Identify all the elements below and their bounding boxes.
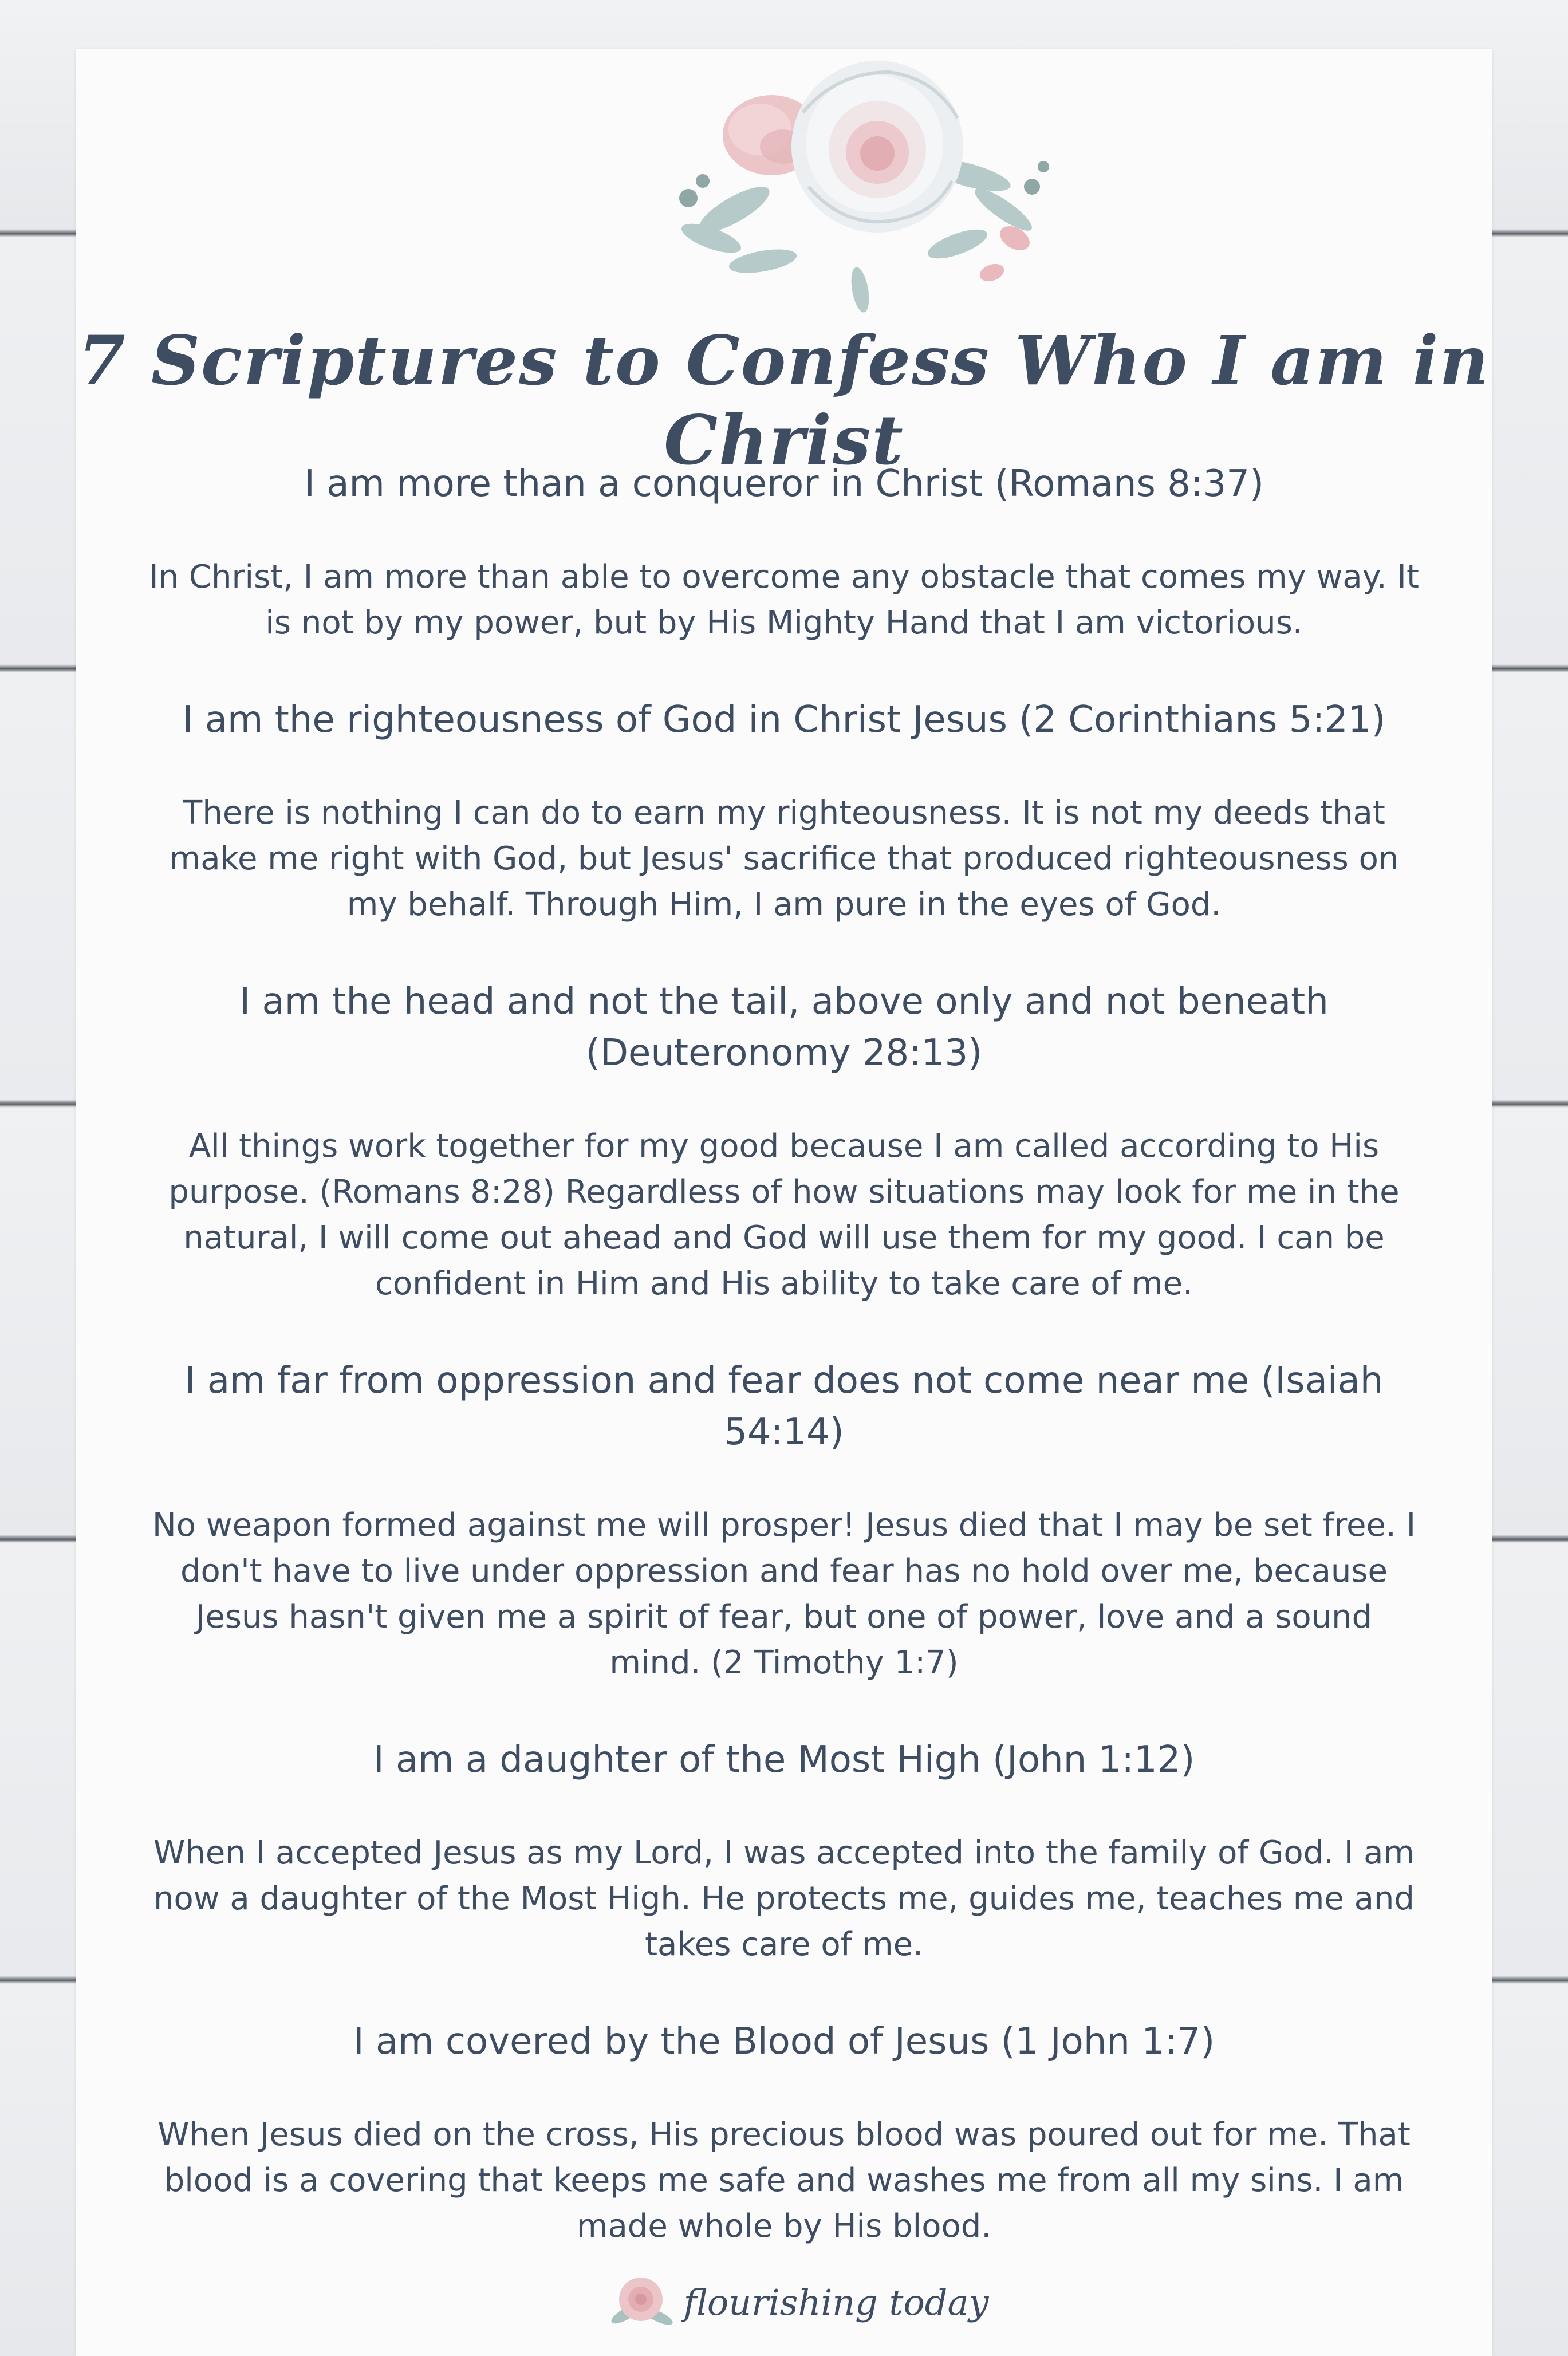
scripture-section [149,694,1419,928]
page-title: 7 Scriptures to Confess Who I am in Christ [78,321,1490,480]
scripture-heading: I am more than a conqueror in Christ (Romans 8:37) [304,463,1264,505]
scripture-section [149,458,1419,646]
scripture-body: When I accepted Jesus as my Lord, I was accepted into the family of God. I am now a daughter of the Most High. He protects me, guides me, teaches me and takes care of me. [153,1834,1415,1963]
scripture-section [149,1355,1419,1686]
scripture-body: All things work together for my good because I am called according to His purpose. (Romans 8:28) Regardless of how situations may look for me in the natural, I will come out ahead and God will use them for my good. I can be confident in Him and His ability to take care of me. [168,1128,1400,1302]
brand-name: flourishing today [683,2281,989,2323]
scripture-list [149,458,1419,2245]
scripture-body: No weapon formed against me will prosper! Jesus died that I may be set free. I don't have to live under oppression and fear has no hold over me, because Jesus hasn't given me a spirit of fear, but one of power, love and a sound mind. (2 Timothy 1:7) [152,1507,1416,1681]
scripture-body: In Christ, I am more than able to overcome any obstacle that comes my way. It is not by my power, but by His Mighty Hand that I am victorious. [149,558,1419,641]
scripture-section [149,976,1419,1307]
scripture-section [149,2016,1419,2249]
small-flower-icon [604,2268,678,2337]
scripture-heading: I am far from oppression and fear does not come near me (Isaiah 54:14) [184,1360,1384,1453]
scripture-heading: I am the righteousness of God in Christ Jesus (2 Corinthians 5:21) [182,699,1386,741]
scripture-heading: I am a daughter of the Most High (John 1:12) [373,1739,1195,1781]
floral-header-icon [648,49,1072,318]
scripture-heading: I am the head and not the tail, above only and not beneath (Deuteronomy 28:13) [239,980,1329,1074]
brand-footer [578,2268,1014,2337]
scripture-heading: I am covered by the Blood of Jesus (1 John 1:7) [353,2020,1215,2063]
scripture-body: When Jesus died on the cross, His precious blood was poured out for me. That blood is a covering that keeps me safe and washes me from all my sins. I am made whole by His blood. [157,2116,1411,2245]
scripture-section [149,1734,1419,1968]
scripture-body: There is nothing I can do to earn my righteousness. It is not my deeds that make me right with God, but Jesus' sacrifice that produced righteousness on my behalf. Through Him, I am pure in the eyes of God. [169,794,1399,923]
